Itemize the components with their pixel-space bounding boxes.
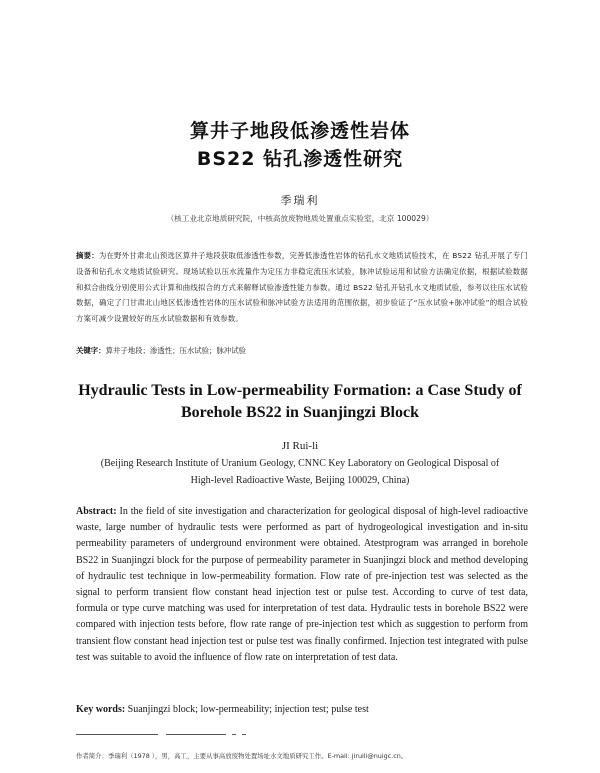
- chinese-title-line-2: BS22 钻孔渗透性研究: [196, 148, 404, 170]
- chinese-keywords-label: 关键字：: [76, 346, 106, 355]
- chinese-abstract: [76, 248, 528, 327]
- chinese-author: 季瑞利: [280, 194, 320, 207]
- chinese-keywords: [76, 345, 528, 356]
- english-affiliation-line-1: (Beijing Research Institute of Uranium Geology, CNNC Key Laboratory on Geological Disposal of: [100, 458, 500, 469]
- footnote-divider-segment: [166, 734, 226, 735]
- chinese-title-line-1: 算井子地段低渗透性岩体: [189, 120, 410, 142]
- english-title-line-2: Borehole BS22 in Suanjingzi Block: [181, 404, 419, 421]
- footnote-divider: [76, 734, 158, 735]
- english-keywords-label: Key words:: [76, 704, 126, 715]
- chinese-abstract-text: 为在野外甘肃北山预选区算井子地段获取低渗透性参数，完善低渗透性岩体的钻孔水文地质试验技术，在 BS22 钻孔开展了专门设备和钻孔水文地质试验研究。现场试验以压水流量作为定压力非稳定流压水试验，脉冲试验运用和试验方法确定依据，根据试验数据和拟合曲线分别使用公式计算和曲线拟合的方式来解释试验渗透性能力参数。通过 BS22 钻孔开钻孔水文地质试验，参考以往压水试验数据，确定了门甘肃北山地区低渗透性岩体的压水试验和脉冲试验方法适用的范围依据，初步验证了“压水试验+脉冲试验”的组合试验方案可减少设置较好的压水试验数据和有效参数。: [76, 251, 528, 324]
- english-title-line-1: Hydraulic Tests in Low-permeability Formation: a Case Study of: [78, 382, 522, 399]
- english-abstract-label: Abstract:: [76, 506, 117, 517]
- footnote-divider-dash: [232, 734, 236, 735]
- chinese-keywords-text: 算井子地段；渗透性；压水试验；脉冲试验: [105, 346, 247, 355]
- chinese-affiliation: （核工业北京地质研究院，中核高放废物地质处置重点实验室，北京 100029）: [166, 214, 434, 223]
- english-abstract-text: In the field of site investigation and characterization for geological disposal of high-level radioactive waste, large number of hydraulic tests were performed as part of hydrogeological investigation and in-situ permeability parameters of underground environment were obtained. Atestprogram was arranged in borehole BS22 in Suanjingzi block for the purpose of permeability parameter in Suanjingzi block and method developing of hydraulic test technique in low-permeability formation. Flow rate of pre-injection test was selected as the signal to perform transient flow constant head injection test or pulse test. According to curve of test data, formula or type curve matching was used for interpretation of test data. Hydraulic tests in borehole BS22 were compared with injection tests before, flow rate range of pre-injection test which as suggestion to perform from transient flow constant head injection test or pulse test was finally confirmed. Injection test integrated with pulse test was suitable to avoid the influence of flow rate on interpretation of test data.: [76, 506, 528, 663]
- english-author: JI Rui-li: [281, 440, 319, 452]
- english-abstract: [76, 504, 528, 666]
- english-keywords: [76, 704, 528, 715]
- english-affiliation-line-2: High-level Radioactive Waste, Beijing 100029, China): [190, 475, 410, 486]
- author-footnote: 作者简介：季瑞利（1978 ），男，高工，主要从事高放废物处置场址水文地质研究工作。E-mail: jiruili@nuigc.cn。: [76, 752, 408, 760]
- chinese-abstract-label: 摘要：: [76, 251, 99, 260]
- footnote-divider-dash: [242, 734, 246, 735]
- english-keywords-text: Suanjingzi block; low-permeability; injection test; pulse test: [127, 704, 369, 715]
